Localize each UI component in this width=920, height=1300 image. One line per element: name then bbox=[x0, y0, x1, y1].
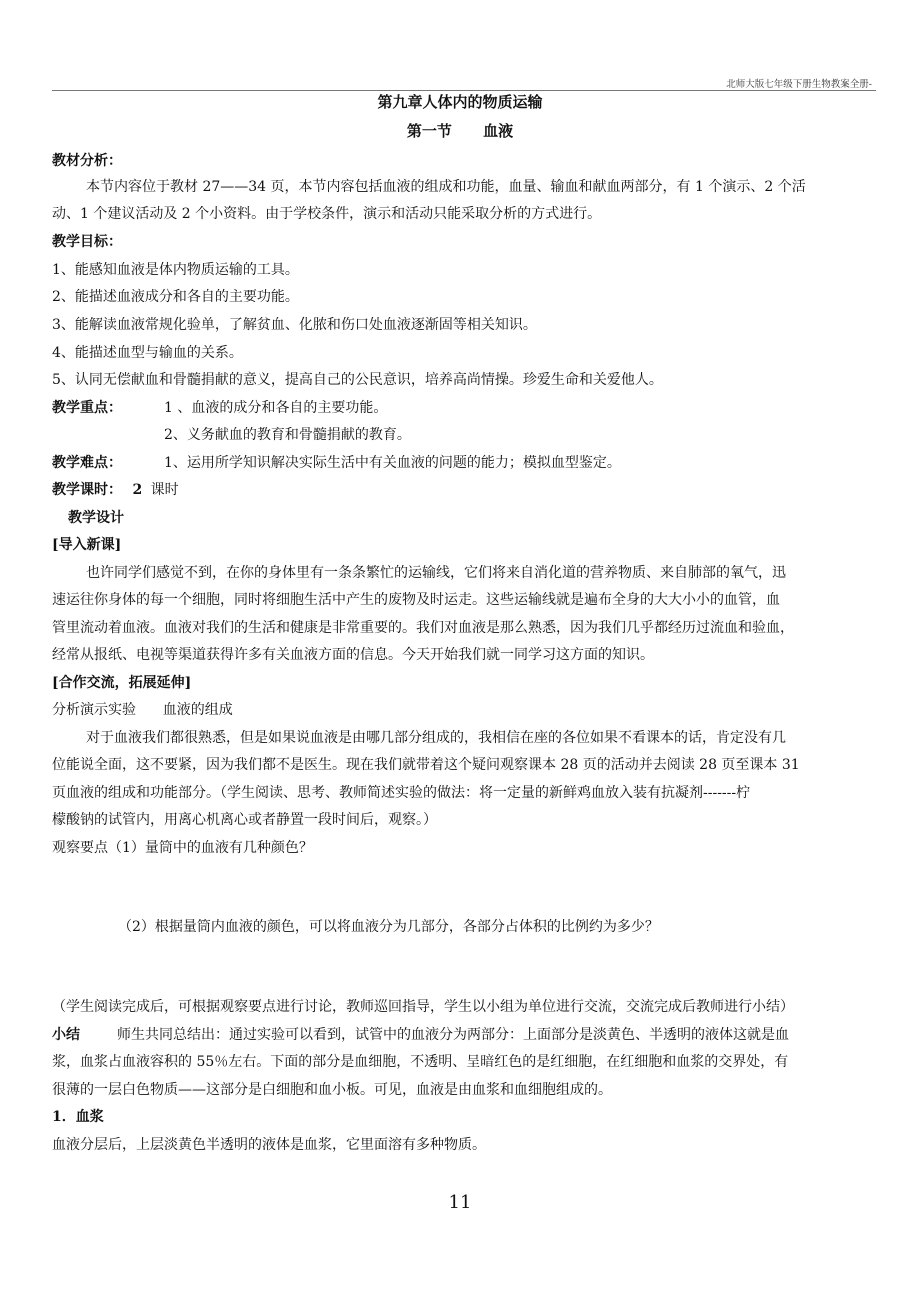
cooperation-line: 对于血液我们都很熟悉，但是如果说血液是由哪几部分组成的，我相信在座的各位如果不看课本的话，肯定没有几 bbox=[86, 730, 786, 746]
goal-item: 1、能感知血液是体内物质运输的工具。 bbox=[52, 262, 299, 278]
periods-label: 教学课时： bbox=[52, 482, 122, 498]
chapter-title: 第九章人体内的物质运输 bbox=[377, 93, 543, 111]
summary-line: 浆，血浆占血液容积的 55％左右。下面的部分是血细胞，不透明、呈暗红色的是红细胞，在红细胞和血浆的交界处，有 bbox=[52, 1054, 789, 1070]
goal-item: 3、能解读血液常规化验单，了解贫血、化脓和伤口处血液逐渐固等相关知识。 bbox=[52, 317, 537, 333]
cooperation-line: 页血液的组成和功能部分。（学生阅读、思考、教师简述实验的做法：将一定量的新鲜鸡血放入装有抗凝剂-------柠 bbox=[52, 785, 751, 801]
demo-title: 分析演示实验 血液的组成 bbox=[52, 702, 233, 718]
plasma-text: 血液分层后，上层淡黄色半透明的液体是血浆，它里面溶有多种物质。 bbox=[52, 1137, 486, 1153]
intro-line: 经常从报纸、电视等渠道获得许多有关血液方面的信息。今天开始我们就一同学习这方面的知识。 bbox=[52, 647, 654, 663]
goal-item: 5、认同无偿献血和骨髓捐献的意义，提高自己的公民意识，培养高尚情操。珍爱生命和关爱他人。 bbox=[52, 372, 663, 388]
plasma-heading: 1．血浆 bbox=[52, 1109, 104, 1125]
section-title: 第一节 血液 bbox=[406, 122, 514, 140]
key-point-item: 2、义务献血的教育和骨髓捐献的教育。 bbox=[164, 427, 411, 443]
key-point-item: 1 、血液的成分和各自的主要功能。 bbox=[164, 400, 388, 416]
cooperation-line: 檬酸钠的试管内，用离心机离心或者静置一段时间后，观察。） bbox=[52, 812, 437, 828]
intro-heading: [导入新课] bbox=[52, 537, 122, 553]
intro-line: 速运往你身体的每一个细胞，同时将细胞生活中产生的废物及时运走。这些运输线就是遍布全身的大大小小的血管，血 bbox=[52, 592, 780, 608]
observation-point-1: 观察要点（1）量筒中的血液有几种颜色？ bbox=[52, 840, 313, 856]
cooperation-line: 位能说全面，这不要紧，因为我们都不是医生。现在我们就带着这个疑问观察课本 28 页的活动并去阅读 28 页至课本 31 bbox=[52, 757, 800, 773]
periods-unit: 课时 bbox=[150, 482, 179, 498]
summary-line: 师生共同总结出：通过实验可以看到，试管中的血液分为两部分：上面部分是淡黄色、半透明的液体这就是血 bbox=[117, 1027, 789, 1043]
goal-item: 2、能描述血液成分和各自的主要功能。 bbox=[52, 289, 299, 305]
difficulty-item: 1、运用所学知识解决实际生活中有关血液的问题的能力；模拟血型鉴定。 bbox=[164, 455, 621, 471]
analysis-line: 本节内容位于教材 27——34 页，本节内容包括血液的组成和功能，血量、输血和献血两部分，有 1 个演示、2 个活 bbox=[86, 179, 806, 195]
periods-value: 2 bbox=[132, 482, 143, 498]
summary-label: 小结 bbox=[52, 1027, 80, 1043]
cooperation-heading: [合作交流，拓展延伸] bbox=[52, 675, 192, 691]
discussion-note: （学生阅读完成后，可根据观察要点进行讨论，教师巡回指导，学生以小组为单位进行交流，交流完成后教师进行小结） bbox=[52, 999, 794, 1015]
intro-line: 管里流动着血液。血液对我们的生活和健康是非常重要的。我们对血液是那么熟悉，因为我们几乎都经历过流血和验血， bbox=[52, 620, 794, 636]
intro-line: 也许同学们感觉不到，在你的身体里有一条条繁忙的运输线，它们将来自消化道的营养物质、来自肺部的氧气，迅 bbox=[86, 565, 786, 581]
goal-item: 4、能描述血型与输血的关系。 bbox=[52, 345, 243, 361]
header-rule bbox=[52, 90, 876, 91]
design-heading: 教学设计 bbox=[68, 510, 124, 526]
difficulties-label: 教学难点： bbox=[52, 455, 122, 471]
page-number: 11 bbox=[448, 1192, 472, 1213]
observation-point-2: （2）根据量筒内血液的颜色，可以将血液分为几部分，各部分占体积的比例约为多少？ bbox=[118, 919, 659, 935]
goals-heading: 教学目标： bbox=[52, 234, 122, 250]
periods-row bbox=[52, 481, 179, 499]
summary-line: 很薄的一层白色物质——这部分是白细胞和血小板。可见，血液是由血浆和血细胞组成的。 bbox=[52, 1082, 612, 1098]
running-header: 北师大版七年级下册生物教案全册- bbox=[726, 79, 872, 90]
analysis-heading: 教材分析： bbox=[52, 153, 122, 169]
analysis-line: 动、1 个建议活动及 2 个小资料。由于学校条件，演示和活动只能采取分析的方式进行。 bbox=[52, 206, 602, 222]
key-points-row bbox=[52, 399, 122, 417]
key-points-label: 教学重点： bbox=[52, 400, 122, 416]
